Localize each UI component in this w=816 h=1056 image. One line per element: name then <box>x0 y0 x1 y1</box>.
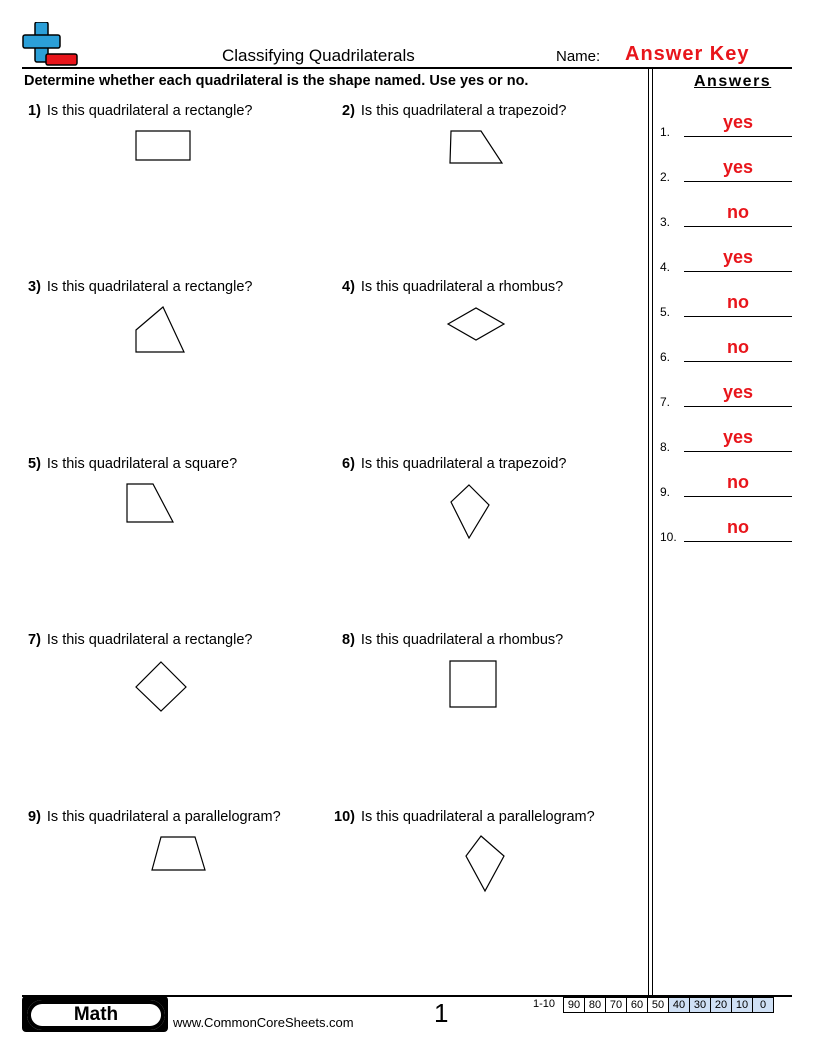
shape-kite <box>445 480 495 544</box>
question-text: Is this quadrilateral a rectangle? <box>46 632 253 648</box>
answer-number: 6. <box>660 350 671 364</box>
answer-line <box>684 181 792 182</box>
score-cell: 0 <box>753 998 774 1013</box>
shape-rhombus <box>443 303 509 345</box>
question-number: 6) <box>342 456 355 472</box>
question-text: Is this quadrilateral a trapezoid? <box>360 456 567 472</box>
instructions: Determine whether each quadrilateral is the shape named. Use yes or no. <box>24 73 529 89</box>
answer-row-7 <box>660 382 792 409</box>
name-label: Name: <box>556 48 601 65</box>
score-cell: 40 <box>669 998 690 1013</box>
question-text: Is this quadrilateral a parallelogram? <box>46 809 281 825</box>
answer-row-4 <box>660 247 792 274</box>
answer-line <box>684 406 792 407</box>
question-text: Is this quadrilateral a parallelogram? <box>360 809 595 825</box>
question-number: 4) <box>342 279 355 295</box>
subject-badge: Math <box>25 998 167 1032</box>
question-number: 2) <box>342 103 355 119</box>
answer-value: yes <box>722 382 754 402</box>
question-text: Is this quadrilateral a rectangle? <box>46 103 253 119</box>
answer-row-9 <box>660 472 792 499</box>
score-range-label: 1-10 <box>533 998 556 1010</box>
answer-value: yes <box>722 157 754 177</box>
page-title: Classifying Quadrilaterals <box>222 46 415 65</box>
shape-square <box>445 656 501 712</box>
logo-plus-minus-icon <box>22 22 80 68</box>
answer-number: 8. <box>660 440 671 454</box>
score-cell: 70 <box>606 998 627 1013</box>
answer-row-5 <box>660 292 792 319</box>
page-number: 1 <box>434 998 449 1028</box>
question-number: 9) <box>28 809 41 825</box>
answers-title: Answers <box>694 73 772 90</box>
question-number: 1) <box>28 103 41 119</box>
score-cell: 20 <box>711 998 732 1013</box>
answer-number: 1. <box>660 125 671 139</box>
question-number: 3) <box>28 279 41 295</box>
answer-value: no <box>727 517 749 537</box>
question-1 <box>28 103 252 119</box>
score-cell: 10 <box>732 998 753 1013</box>
answer-line <box>684 496 792 497</box>
question-number: 7) <box>28 632 41 648</box>
score-cell: 60 <box>627 998 648 1013</box>
question-5 <box>28 456 237 472</box>
website-link[interactable]: www.CommonCoreSheets.com <box>173 1015 354 1030</box>
answer-line <box>684 271 792 272</box>
shape-right-trapezoid <box>122 478 180 528</box>
header-rule <box>22 67 792 69</box>
question-text: Is this quadrilateral a rhombus? <box>360 279 564 295</box>
score-cell: 80 <box>585 998 606 1013</box>
question-text: Is this quadrilateral a square? <box>46 456 238 472</box>
answer-number: 2. <box>660 170 671 184</box>
score-cell: 50 <box>648 998 669 1013</box>
score-cell: 90 <box>564 998 585 1013</box>
answer-number: 4. <box>660 260 671 274</box>
answer-row-10 <box>660 517 792 544</box>
answer-line <box>684 541 792 542</box>
answer-key-label: Answer Key <box>625 43 750 65</box>
question-number: 10) <box>334 809 355 825</box>
answer-number: 7. <box>660 395 671 409</box>
shape-kite <box>461 831 509 897</box>
answer-row-1 <box>660 112 792 139</box>
answer-line <box>684 226 792 227</box>
answer-value: yes <box>722 247 754 267</box>
answer-row-2 <box>660 157 792 184</box>
answer-value: yes <box>722 427 754 447</box>
shape-isosceles-trapezoid <box>147 831 211 875</box>
question-2 <box>342 103 566 119</box>
answer-line <box>684 451 792 452</box>
answer-number: 5. <box>660 305 671 319</box>
answer-row-3 <box>660 202 792 229</box>
answer-value: no <box>727 472 749 492</box>
question-8 <box>342 632 563 648</box>
question-6 <box>342 456 566 472</box>
answer-value: no <box>727 292 749 312</box>
answer-row-6 <box>660 337 792 364</box>
answer-line <box>684 316 792 317</box>
answer-number: 10. <box>660 530 677 544</box>
score-cell: 30 <box>690 998 711 1013</box>
question-text: Is this quadrilateral a trapezoid? <box>360 103 567 119</box>
question-7 <box>28 632 252 648</box>
answer-line <box>684 361 792 362</box>
answer-value: no <box>727 337 749 357</box>
answer-number: 9. <box>660 485 671 499</box>
score-table <box>563 997 774 1013</box>
question-text: Is this quadrilateral a rectangle? <box>46 279 253 295</box>
answer-value: yes <box>722 112 754 132</box>
answer-value: no <box>727 202 749 222</box>
question-10 <box>334 809 595 825</box>
shape-rectangle <box>130 125 200 167</box>
answer-line <box>684 136 792 137</box>
question-9 <box>28 809 281 825</box>
answer-row-8 <box>660 427 792 454</box>
question-number: 8) <box>342 632 355 648</box>
question-text: Is this quadrilateral a rhombus? <box>360 632 564 648</box>
question-3 <box>28 279 252 295</box>
answer-number: 3. <box>660 215 671 229</box>
shape-square-diamond <box>131 657 191 717</box>
question-4 <box>342 279 563 295</box>
shape-trapezoid <box>445 125 510 167</box>
question-number: 5) <box>28 456 41 472</box>
shape-irregular-quadrilateral <box>130 300 192 358</box>
column-divider <box>648 69 653 995</box>
